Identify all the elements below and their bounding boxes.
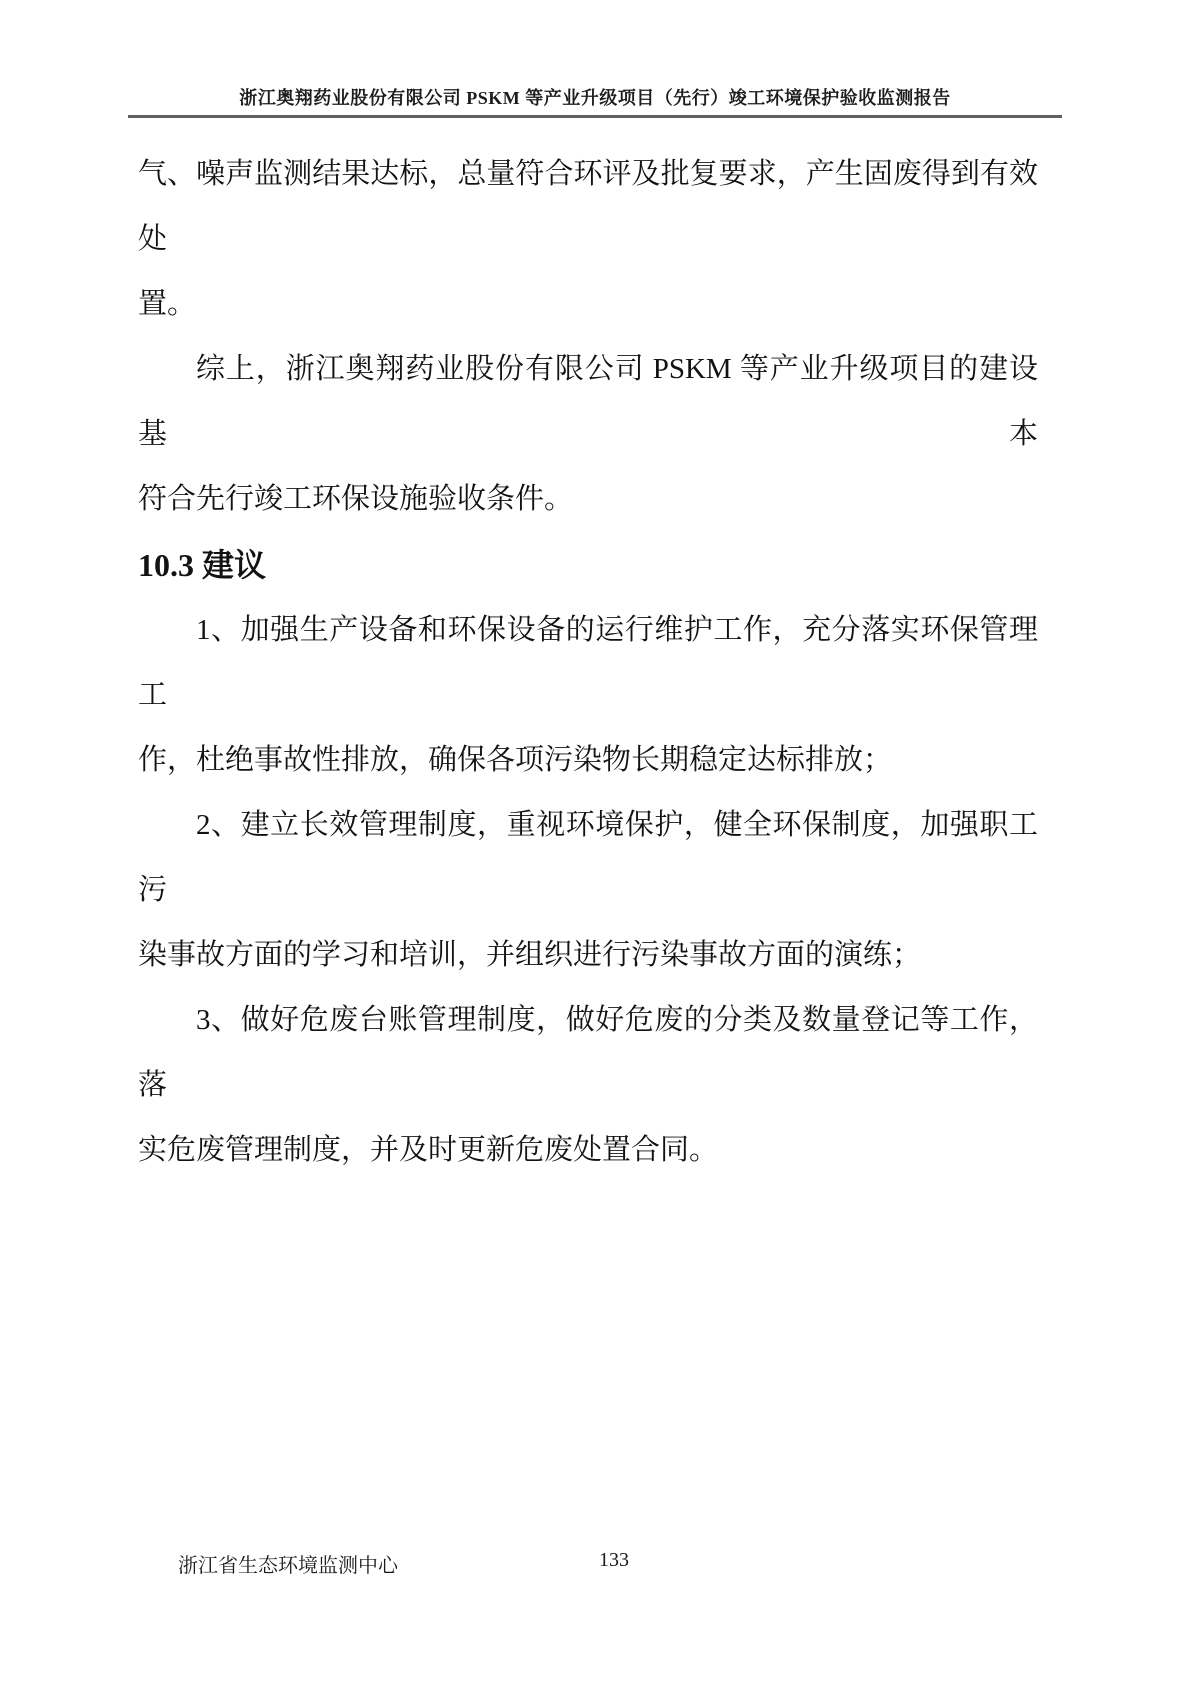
paragraph [138, 337, 1038, 532]
text-line: 置。 [138, 288, 197, 320]
page-number: 133 [599, 1549, 629, 1571]
text-line: 染事故方面的学习和培训，并组织进行污染事故方面的演练； [138, 939, 922, 971]
running-header-title: 浙江奥翔药业股份有限公司 PSKM 等产业升级项目（先行）竣工环境保护验收监测报告 [239, 88, 951, 108]
footer-organization: 浙江省生态环境监测中心 [178, 1555, 398, 1577]
text-line: 符合先行竣工环保设施验收条件。 [138, 483, 574, 515]
text-line: 气、噪声监测结果达标，总量符合环评及批复要求，产生固废得到有效处 [138, 158, 1038, 255]
paragraph [138, 598, 1038, 793]
paragraph [138, 988, 1038, 1183]
document-body [138, 142, 1038, 1183]
section-heading [138, 532, 1038, 598]
page-footer [0, 1549, 1190, 1579]
text-line: 1、加强生产设备和环保设备的运行维护工作，充分落实环保管理工 [138, 614, 1038, 711]
paragraph [138, 142, 1038, 337]
text-line: 作，杜绝事故性排放，确保各项污染物长期稳定达标排放； [138, 744, 893, 776]
heading-text: 10.3 建议 [138, 547, 267, 583]
text-line: 3、做好危废台账管理制度，做好危废的分类及数量登记等工作，落 [138, 1004, 1038, 1101]
paragraph [138, 793, 1038, 988]
text-line: 2、建立长效管理制度，重视环境保护，健全环保制度，加强职工污 [138, 809, 1038, 906]
text-line: 实危废管理制度，并及时更新危废处置合同。 [138, 1134, 719, 1166]
page-header [128, 84, 1062, 118]
text-line: 综上，浙江奥翔药业股份有限公司 PSKM 等产业升级项目的建设基本 [138, 353, 1038, 450]
